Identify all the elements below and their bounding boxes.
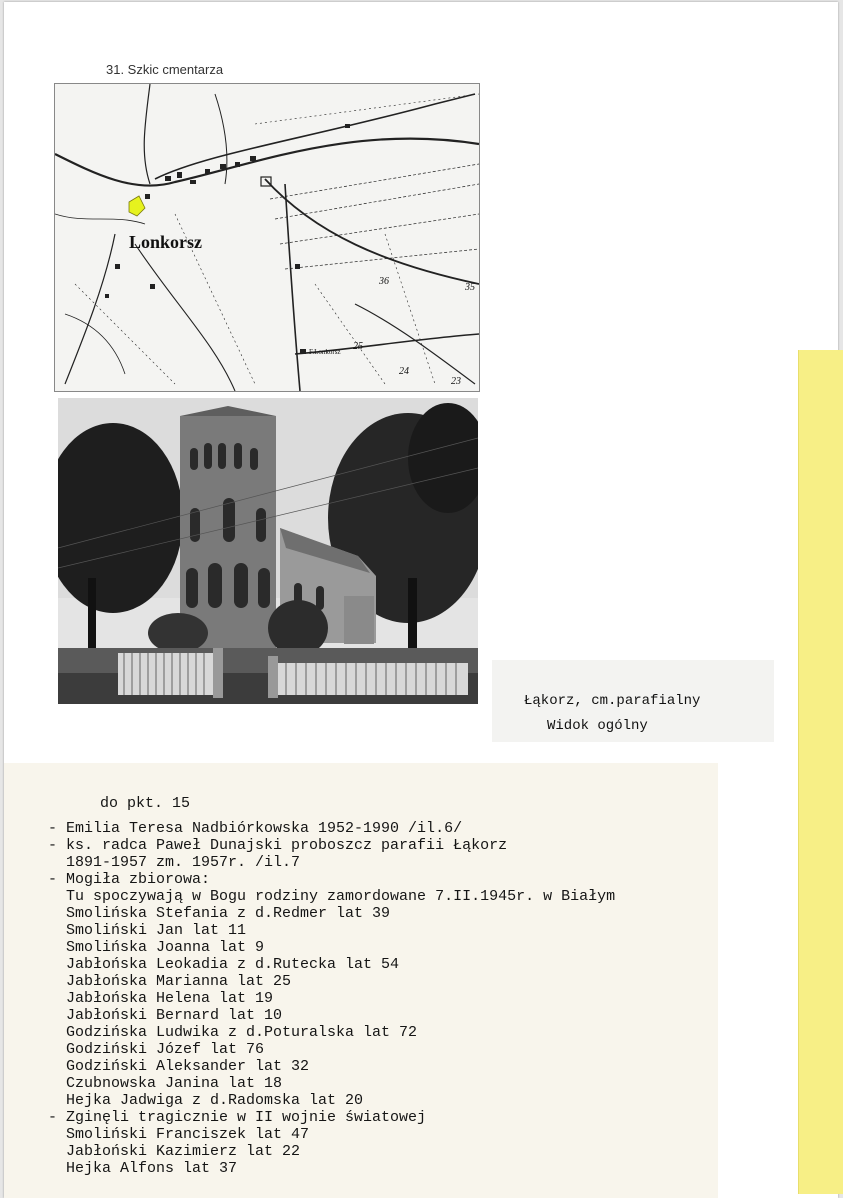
cemetery-map (54, 83, 480, 392)
map-label: 36 (379, 276, 389, 287)
note-line: - Zginęli tragicznie w II wojnie światowej (48, 1109, 427, 1126)
note-line: Smoliński Franciszek lat 47 (48, 1126, 310, 1143)
note-line: 1891-1957 zm. 1957r. /il.7 (48, 854, 301, 871)
note-line: - Mogiła zbiorowa: (48, 871, 211, 888)
note-line: Smoliński Jan lat 11 (48, 922, 247, 939)
church-photo (58, 398, 478, 704)
note-line: Tu spoczywają w Bogu rodziny zamordowane 7.II.1945r. w Białym (48, 888, 616, 905)
note-line: Smolińska Joanna lat 9 (48, 939, 265, 956)
note-line: - Emilia Teresa Nadbiórkowska 1952-1990 /il.6/ (48, 820, 463, 837)
note-heading: do pkt. 15 (100, 795, 191, 812)
photo-caption-line2: Widok ogólny (547, 718, 648, 734)
sticky-note (798, 350, 843, 1194)
map-label: 23 (451, 376, 461, 387)
note-line: Godziński Józef lat 76 (48, 1041, 265, 1058)
typed-note (4, 763, 718, 1198)
photo-caption-line1: Łąkorz, cm.parafialny (524, 693, 701, 709)
note-line: Hejka Alfons lat 37 (48, 1160, 238, 1177)
map-label: F.Lonkorsz (309, 348, 341, 356)
note-line: Smolińska Stefania z d.Redmer lat 39 (48, 905, 391, 922)
map-drawing (55, 84, 479, 391)
note-line: Jabłońska Leokadia z d.Rutecka lat 54 (48, 956, 400, 973)
map-label: 24 (399, 366, 409, 377)
note-line: Hejka Jadwiga z d.Radomska lat 20 (48, 1092, 364, 1109)
note-line: Jabłoński Bernard lat 10 (48, 1007, 283, 1024)
note-line: Godziński Aleksander lat 32 (48, 1058, 310, 1075)
map-label: 35 (465, 282, 475, 293)
note-line: Jabłońska Helena lat 19 (48, 990, 274, 1007)
map-place-name: Lonkorsz (129, 232, 203, 252)
note-line: Jabłoński Kazimierz lat 22 (48, 1143, 301, 1160)
note-line: Jabłońska Marianna lat 25 (48, 973, 292, 990)
figure-caption: 31. Szkic cmentarza (106, 62, 224, 77)
church-photo-drawing (58, 398, 478, 704)
map-label: 25 (353, 341, 363, 352)
note-line: Godzińska Ludwika z d.Poturalska lat 72 (48, 1024, 418, 1041)
note-line: Czubnowska Janina lat 18 (48, 1075, 283, 1092)
photo-caption-card (492, 660, 774, 742)
note-line: - ks. radca Paweł Dunajski proboszcz parafii Łąkorz (48, 837, 508, 854)
